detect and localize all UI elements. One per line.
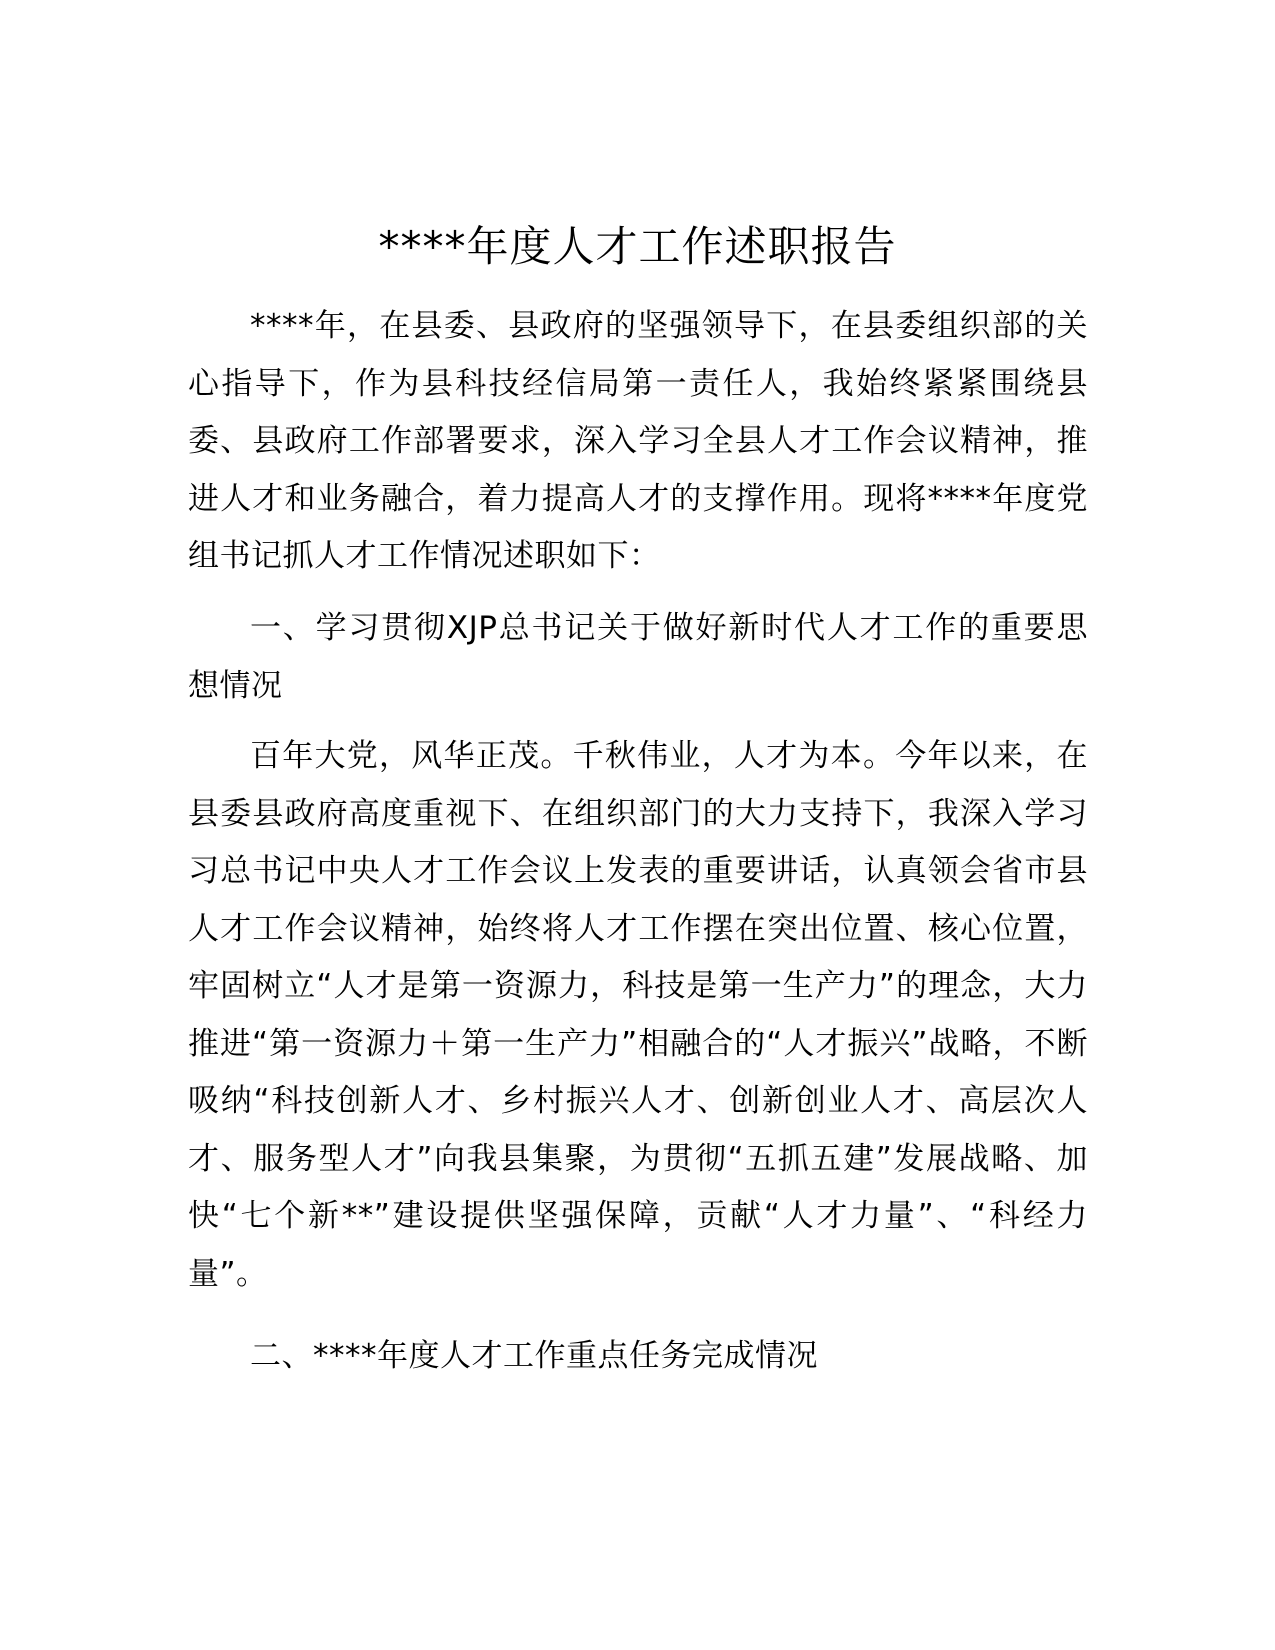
document-title: ****年度人才工作述职报告 — [378, 222, 897, 271]
intro-paragraph: ****年，在县委、县政府的坚强领导下，在县委组织部的关心指导下，作为县科技经信局第一责任人，我始终紧紧围绕县委、县政府工作部署要求，深入学习全县人才工作会议精神，推进人才和业务融合，着力提高人才的支撑作用。现将****年度党组书记抓人才工作情况述职如下： — [188, 308, 1088, 574]
section-heading-1: 一、学习贯彻XJP总书记关于做好新时代人才工作的重要思想情况 — [188, 610, 1088, 704]
section-heading-2: 二、****年度人才工作重点任务完成情况 — [250, 1338, 818, 1374]
section-1-paragraph: 百年大党，风华正茂。千秋伟业，人才为本。今年以来，在县委县政府高度重视下、在组织部门的大力支持下，我深入学习习总书记中央人才工作会议上发表的重要讲话，认真领会省市县人才工作会议精神，始终将人才工作摆在突出位置、核心位置，牢固树立“人才是第一资源力，科技是第一生产力”的理念，大力推进“第一资源力＋第一生产力”相融合的“人才振兴”战略，不断吸纳“科技创新人才、乡村振兴人才、创新创业人才、高层次人才、服务型人才”向我县集聚，为贯彻“五抓五建”发展战略、加快“七个新**”建设提供坚强保障，贡献“人才力量”、“科经力量”。 — [188, 738, 1088, 1292]
